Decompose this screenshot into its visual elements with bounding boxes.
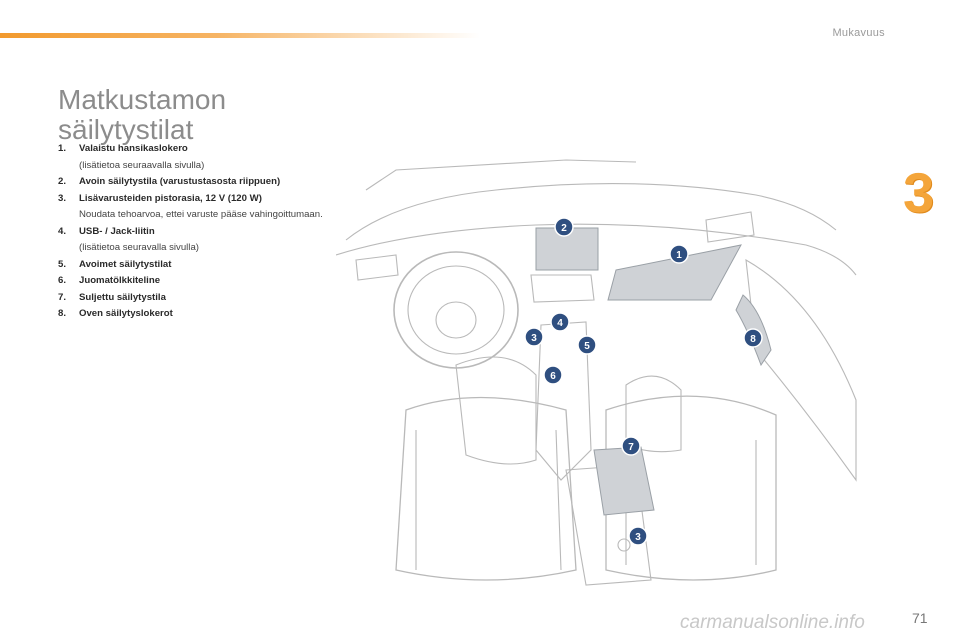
item-number: 5.	[58, 258, 67, 270]
callout-badge-6	[544, 366, 562, 384]
item-label: Oven säilytyslokerot	[79, 308, 173, 319]
list-item	[58, 290, 328, 307]
callout-badge-7	[622, 437, 640, 455]
cabin-interior-illustration	[336, 150, 876, 590]
windshield-line	[366, 160, 636, 190]
closed-storage-zone	[594, 447, 654, 515]
storage-list	[58, 141, 328, 323]
callout-label: 4	[557, 318, 563, 329]
callout-label: 2	[561, 223, 567, 234]
item-number: 8.	[58, 308, 67, 319]
callout-badge-2	[555, 218, 573, 236]
list-item	[58, 141, 328, 174]
page-title-line-1: Matkustamon	[58, 83, 227, 115]
list-item	[58, 224, 328, 257]
item-note: (lisätietoa seuraavalla sivulla)	[79, 159, 205, 171]
callout-badge-4	[551, 313, 569, 331]
left-headrest	[456, 357, 536, 464]
item-label: Avoimet säilytystilat	[79, 258, 172, 270]
callout-badge-5	[578, 336, 596, 354]
callout-label: 1	[676, 250, 682, 261]
page-title	[58, 85, 318, 145]
item-number: 1.	[58, 143, 67, 154]
callout-label: 3	[635, 532, 641, 543]
item-note: (lisätietoa seuravalla sivulla)	[79, 242, 199, 253]
steering-wheel-hub	[436, 302, 476, 338]
item-label: Valaistu hansikaslokero	[79, 143, 188, 154]
callout-label: 6	[550, 371, 556, 382]
right-vent	[706, 212, 754, 242]
page-title-line-2: säilytystilat	[58, 113, 194, 145]
left-vent	[356, 255, 398, 280]
item-number: 6.	[58, 275, 67, 286]
item-number: 4.	[58, 225, 67, 237]
callout-badge-3-rear	[629, 527, 647, 545]
item-number: 7.	[58, 291, 67, 303]
door-panel	[746, 260, 856, 480]
list-item	[58, 174, 328, 191]
item-label: USB- / Jack-liitin	[79, 225, 155, 237]
callout-badge-3	[525, 328, 543, 346]
section-name: Mukavuus	[832, 27, 885, 39]
callout-badge-1	[670, 245, 688, 263]
item-label: Avoin säilytystila (varustustasosta riippuen)	[79, 176, 281, 187]
item-label: Juomatölkkiteline	[79, 275, 161, 286]
item-note: Noudata tehoarvoa, ettei varuste pääse vahingoittumaan.	[79, 209, 323, 220]
console-controls	[531, 275, 594, 302]
callout-label: 8	[750, 334, 756, 345]
callout-badge-8	[744, 329, 762, 347]
watermark: carmanualsonline.info	[680, 612, 865, 633]
rear-socket	[618, 539, 630, 551]
item-label: Suljettu säilytystila	[79, 291, 166, 303]
left-seat	[396, 398, 576, 581]
steering-wheel-inner	[408, 266, 504, 354]
header-accent-bar	[0, 33, 480, 38]
left-seat-seams	[416, 430, 561, 570]
chapter-number: 3	[903, 161, 935, 224]
callout-label: 3	[531, 333, 537, 344]
callout-label: 5	[584, 341, 590, 352]
list-item	[58, 273, 328, 290]
page-number: 71	[912, 610, 928, 626]
list-item	[58, 191, 328, 224]
list-item	[58, 306, 328, 323]
item-number: 2.	[58, 176, 67, 187]
steering-wheel-outline	[394, 252, 518, 368]
item-number: 3.	[58, 192, 67, 204]
callout-label: 7	[628, 442, 634, 453]
list-item	[58, 257, 328, 274]
item-label: Lisävarusteiden pistorasia, 12 V (120 W)	[79, 192, 262, 204]
